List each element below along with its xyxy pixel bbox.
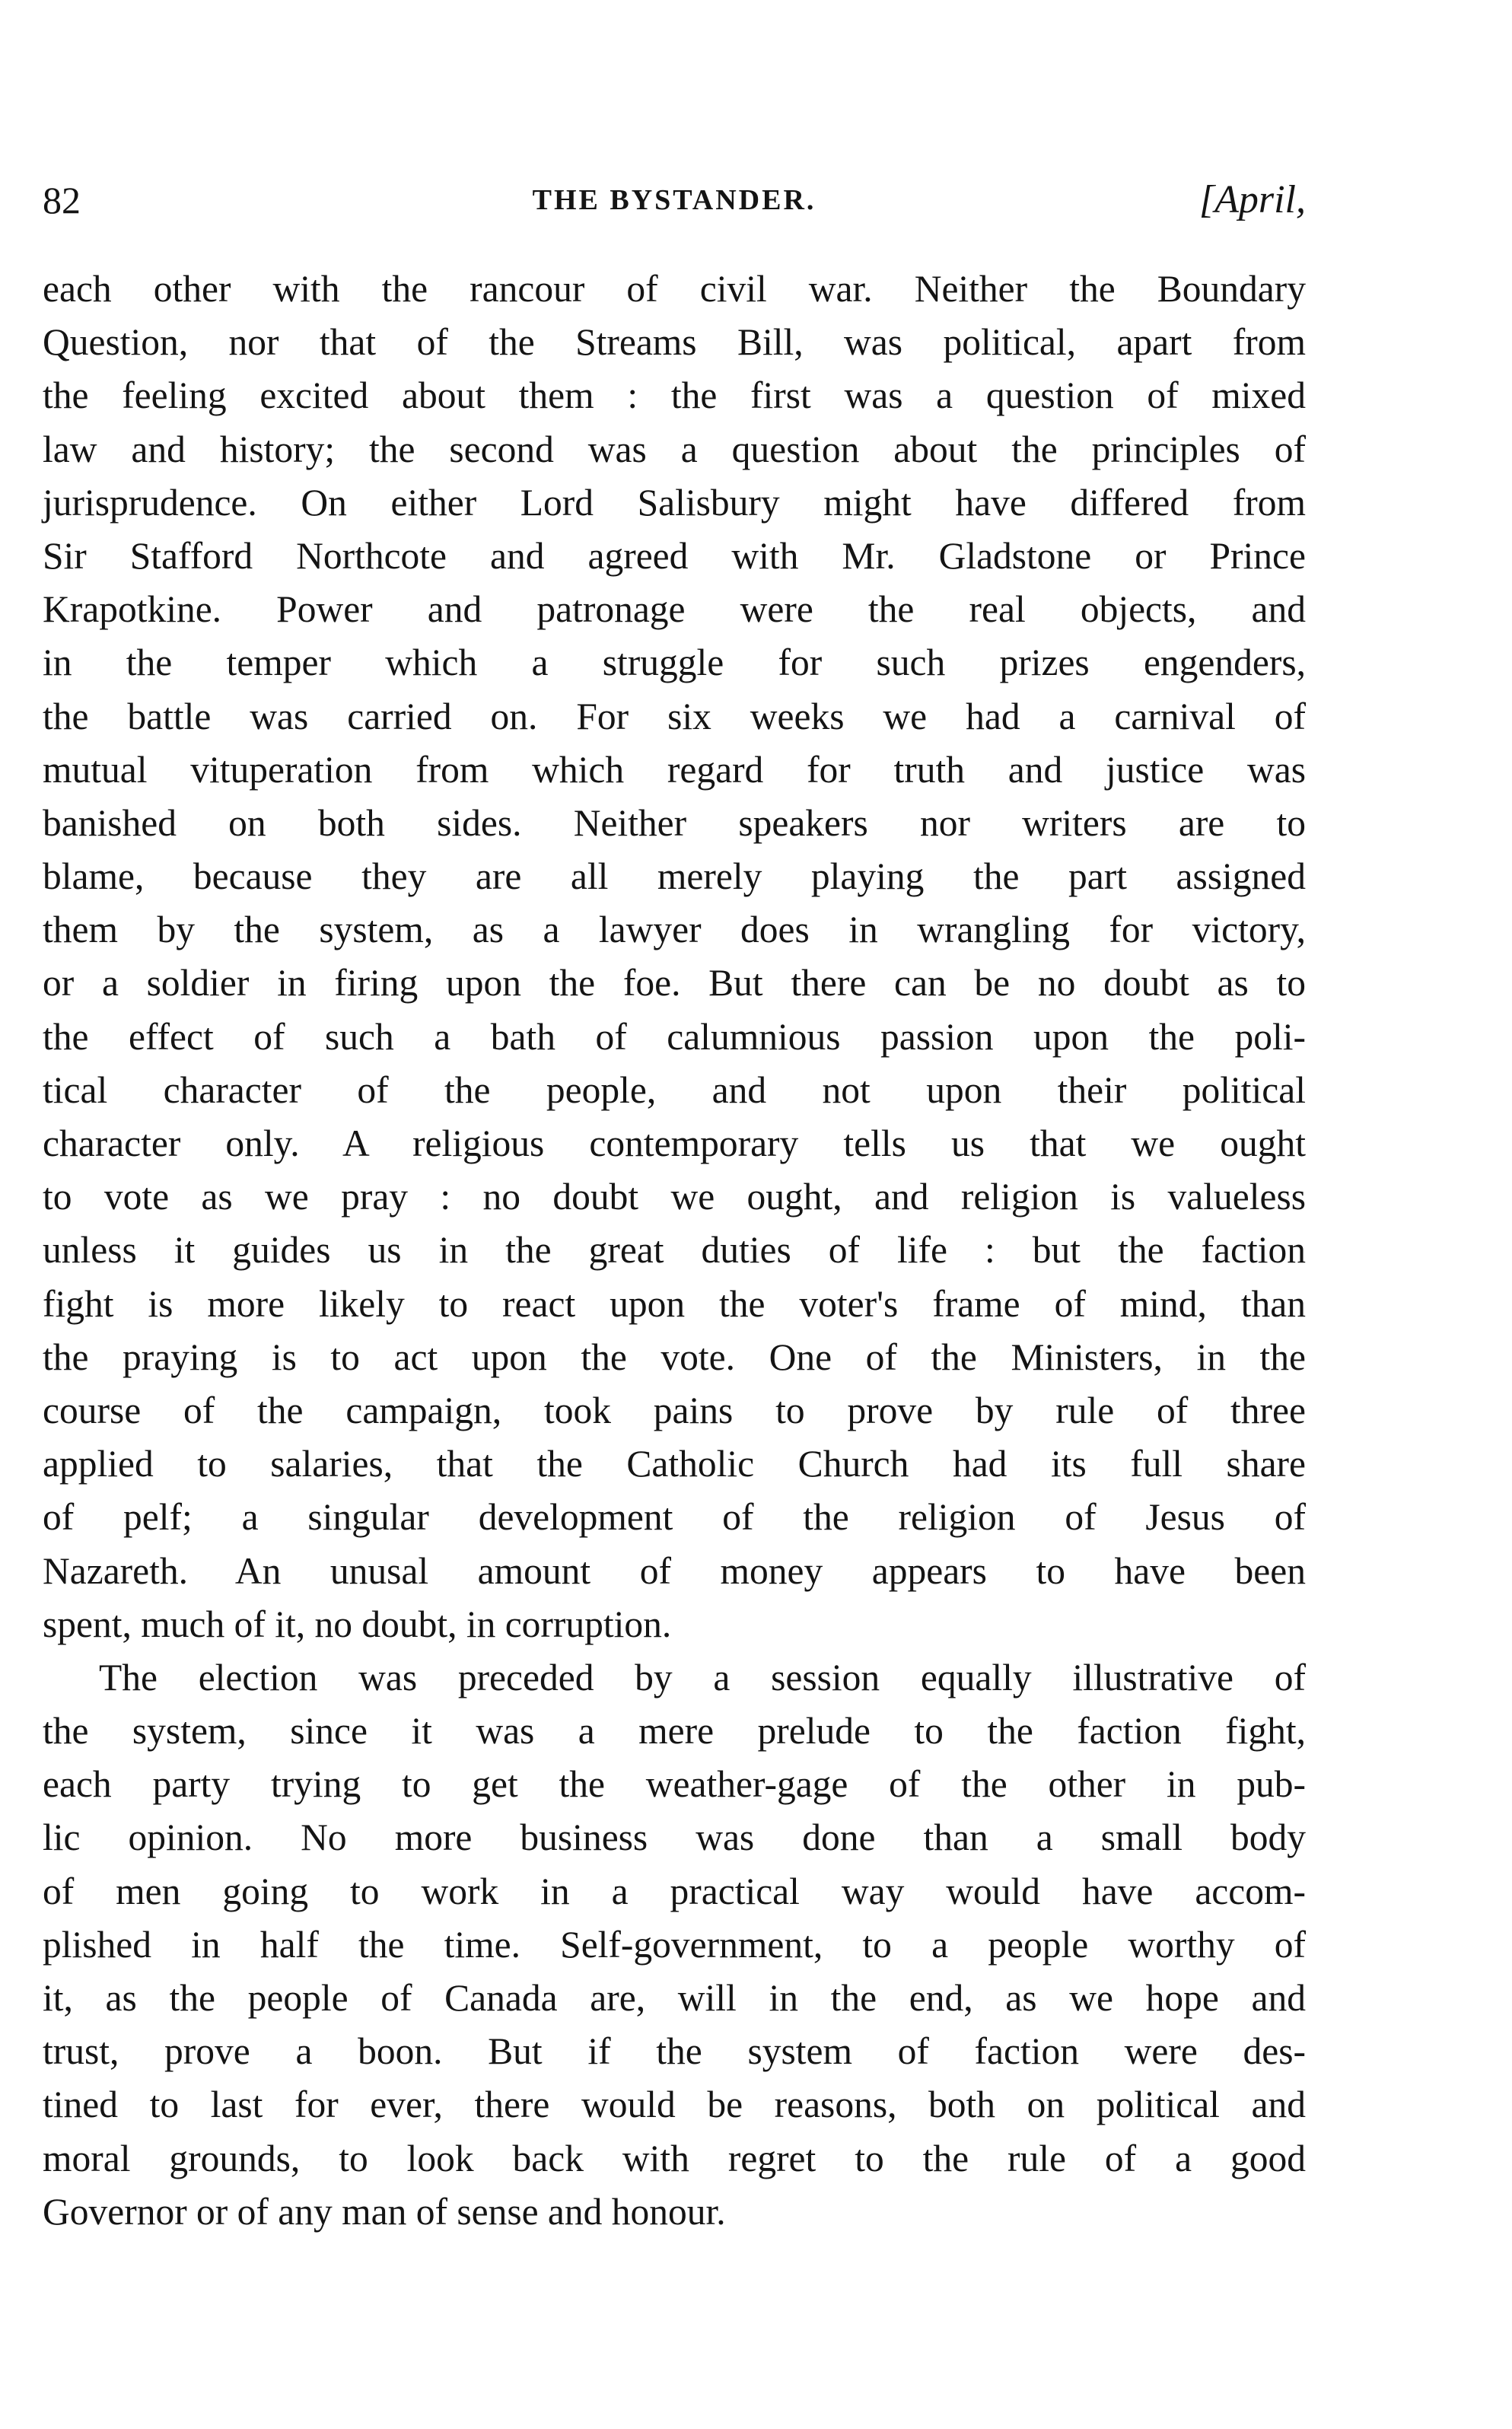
text-line: of pelf; a singular development of the religion of Jesus of (43, 1496, 1306, 1539)
text-line: Krapotkine. Power and patronage were the real objects, and (43, 588, 1306, 631)
text-line: the effect of such a bath of calumnious passion upon the poli- (43, 1015, 1306, 1058)
body-text (43, 263, 1306, 2239)
text-line: fight is more likely to react upon the voter's frame of mind, than (43, 1282, 1306, 1325)
page-header (43, 174, 1306, 227)
text-line: each party trying to get the weather-gage of the other in pub- (43, 1763, 1306, 1806)
text-line: mutual vituperation from which regard for truth and justice was (43, 748, 1306, 791)
text-line: plished in half the time. Self-government, to a people worthy of (43, 1923, 1306, 1966)
text-line: banished on both sides. Neither speakers nor writers are to (43, 801, 1306, 844)
text-line: tined to last for ever, there would be reasons, both on political and (43, 2084, 1306, 2126)
text-line: Governor or of any man of sense and honour. (43, 2190, 726, 2233)
text-line: it, as the people of Canada are, will in the end, as we hope and (43, 1977, 1306, 2019)
text-line: the system, since it was a mere prelude to the faction fight, (43, 1710, 1306, 1753)
text-line: The election was preceded by a session equally illustrative of (99, 1656, 1306, 1698)
text-line: course of the campaign, took pains to prove by rule of three (43, 1389, 1306, 1431)
text-line: to vote as we pray : no doubt we ought, and religion is valueless (43, 1176, 1306, 1218)
text-line: spent, much of it, no doubt, in corruption. (43, 1603, 672, 1645)
text-line: of men going to work in a practical way would have accom- (43, 1870, 1306, 1912)
text-line: character only. A religious contemporary tells us that we ought (43, 1122, 1306, 1164)
text-line: the praying is to act upon the vote. One of the Ministers, in the (43, 1335, 1306, 1378)
running-date: [April, (1198, 178, 1306, 221)
text-line: trust, prove a boon. But if the system of faction were des- (43, 2030, 1306, 2073)
text-line: blame, because they are all merely playing the part assigned (43, 855, 1306, 898)
text-line: in the temper which a struggle for such prizes engenders, (43, 641, 1306, 684)
text-line: them by the system, as a lawyer does in wrangling for victory, (43, 909, 1306, 951)
text-line: or a soldier in firing upon the foe. But there can be no doubt as to (43, 962, 1306, 1004)
text-line: Question, nor that of the Streams Bill, was political, apart from (43, 321, 1306, 364)
text-line: applied to salaries, that the Catholic Church had its full share (43, 1443, 1306, 1485)
text-line: the feeling excited about them : the first was a question of mixed (43, 374, 1306, 417)
text-line: each other with the rancour of civil war. Neither the Boundary (43, 268, 1306, 310)
text-line: tical character of the people, and not upon their political (43, 1068, 1306, 1111)
text-line: the battle was carried on. For six weeks we had a carnival of (43, 695, 1306, 737)
page-number: 82 (43, 179, 81, 221)
text-line: Nazareth. An unusal amount of money appears to have been (43, 1549, 1306, 1592)
text-line: unless it guides us in the great duties of life : but the faction (43, 1229, 1306, 1272)
text-line: Sir Stafford Northcote and agreed with Mr. Gladstone or Prince (43, 534, 1306, 577)
text-line: moral grounds, to look back with regret to the rule of a good (43, 2137, 1306, 2179)
text-line: law and history; the second was a question about the principles of (43, 428, 1306, 470)
running-title: THE BYSTANDER. (532, 184, 816, 216)
text-line: lic opinion. No more business was done than a small body (43, 1816, 1306, 1859)
text-line: jurisprudence. On either Lord Salisbury might have differed from (43, 481, 1306, 524)
